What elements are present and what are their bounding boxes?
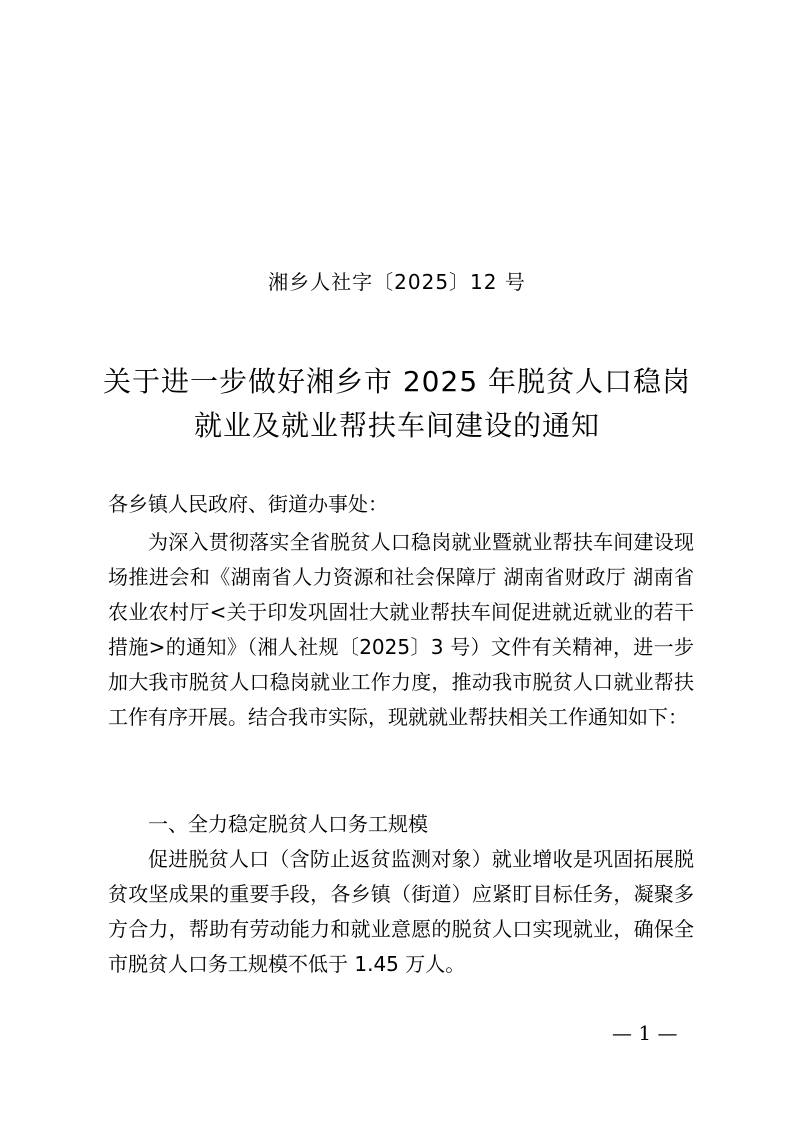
document-title-line-2: 就业及就业帮扶车间建设的通知: [193, 409, 600, 442]
section-1-heading: 一、全力稳定脱贫人口务工规模: [148, 812, 428, 836]
document-title: [90, 360, 704, 448]
document-number: 湘乡人社字〔2025〕12 号: [268, 270, 526, 294]
intro-paragraph: 为深入贯彻落实全省脱贫人口稳岗就业暨就业帮扶车间建设现场推进会和《湖南省人力资源和社会保障厅 湖南省财政厅 湖南省农业农村厅<关于印发巩固壮大就业帮扶车间促进就近就业的若干措施>的通知》（湘人社规〔2025〕3 号）文件有关精神，进一步加大我市脱贫人口稳岗就业工作力度，推动我市脱贫人口就业帮扶工作有序开展。结合我市实际，现就就业帮扶相关工作通知如下：: [108, 530, 694, 729]
document-title-line-1: 关于进一步做好湘乡市 2025 年脱贫人口稳岗: [102, 365, 692, 398]
section-1-paragraph: 促进脱贫人口（含防止返贫监测对象）就业增收是巩固拓展脱贫攻坚成果的重要手段，各乡镇（街道）应紧盯目标任务，凝聚多方合力，帮助有劳动能力和就业意愿的脱贫人口实现就业，确保全市脱贫人口务工规模不低于 1.45 万人。: [108, 847, 694, 976]
salutation: 各乡镇人民政府、街道办事处：: [108, 492, 388, 516]
page-number: — 1 —: [612, 1021, 678, 1045]
